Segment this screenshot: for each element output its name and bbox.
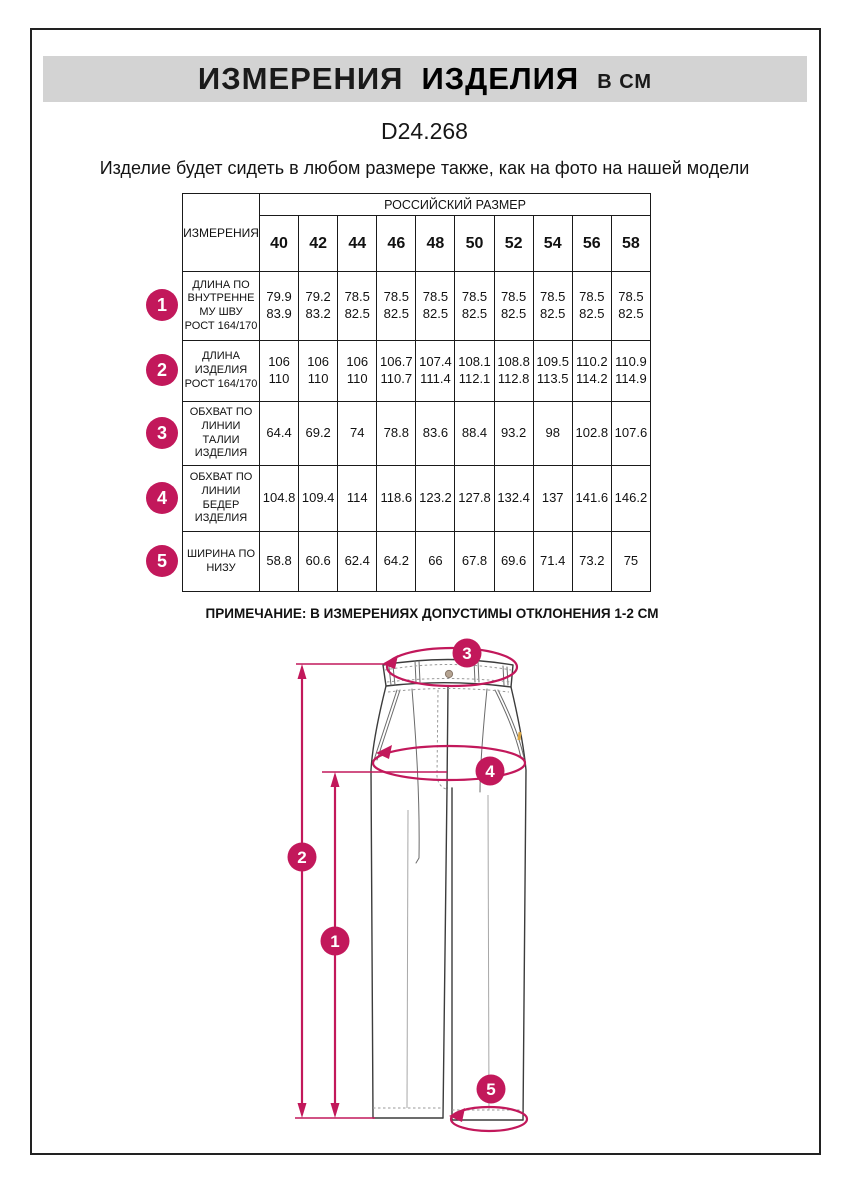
value-line: 110.7: [380, 371, 413, 386]
value-line: 78.8: [383, 425, 409, 441]
value-line: 69.6: [500, 553, 527, 569]
table-row: [183, 402, 651, 466]
drawing-badge-5: 5: [486, 1080, 496, 1099]
row-number-badge: 3: [146, 417, 178, 449]
value-cell: [338, 402, 377, 466]
value-cell: [533, 466, 572, 532]
arrow-2-head-bottom: [298, 1103, 307, 1118]
row-label-line: МУ ШВУ: [199, 306, 243, 318]
value-cell: [416, 341, 455, 402]
value-line: 146.2: [614, 490, 648, 506]
size-table: [182, 193, 651, 592]
value-line: 82.5: [461, 306, 488, 321]
row-number-badge: 4: [146, 482, 178, 514]
value-cell: [416, 466, 455, 532]
row-label-line: НИЗУ: [206, 561, 236, 574]
value-line: 82.5: [540, 306, 566, 321]
value-cell: [377, 466, 416, 532]
value-line: 106: [268, 354, 290, 370]
right-crease: [488, 795, 489, 1110]
waist-button: [445, 670, 452, 677]
value-line: 108.1: [458, 354, 491, 370]
value-line: 106.7: [380, 354, 413, 370]
value-line: 62.4: [344, 553, 370, 569]
value-line: 123.2: [419, 490, 452, 506]
value-cell: [572, 402, 611, 466]
size-group-header: РОССИЙСКИЙ РАЗМЕР: [260, 194, 651, 216]
ellipse-3-arrowhead: [382, 655, 398, 669]
value-line: 112.1: [458, 371, 491, 386]
value-line: 82.5: [383, 306, 409, 321]
row-label-line: ИЗДЕЛИЯ: [194, 364, 248, 377]
value-line: 82.5: [422, 306, 449, 321]
title-bar: [43, 56, 807, 102]
waistband-stitch-top: [385, 665, 511, 671]
value-line: 79.9: [266, 289, 292, 305]
value-cell: [260, 341, 299, 402]
drawing-badges: [288, 639, 506, 1104]
row-label: [183, 532, 260, 592]
page-title-product: ИЗДЕЛИЯ: [421, 61, 580, 96]
value-cell: [299, 272, 338, 341]
value-line: 108.8: [497, 354, 530, 370]
value-cell: [299, 466, 338, 532]
value-line: 64.4: [266, 425, 292, 441]
value-cell: [416, 402, 455, 466]
value-line: 60.6: [305, 553, 331, 569]
value-cell: [533, 402, 572, 466]
value-line: 75: [623, 553, 639, 569]
value-cell: [260, 466, 299, 532]
side-label-tag: [517, 732, 521, 740]
value-line: 67.8: [461, 553, 488, 569]
size-header-cell: 58: [611, 216, 650, 272]
page-title-unit: В СМ: [597, 70, 653, 93]
row-label-line: ЛИНИИ: [201, 419, 241, 432]
value-line: 83.9: [266, 306, 292, 321]
value-line: 113.5: [536, 371, 569, 386]
size-header-cell: 44: [338, 216, 377, 272]
value-line: 78.5: [540, 289, 566, 305]
value-cell: [533, 272, 572, 341]
value-cell: [260, 532, 299, 592]
drawing-badge-3: 3: [462, 644, 472, 663]
size-header-cell: 48: [416, 216, 455, 272]
value-line: 69.2: [305, 425, 331, 441]
value-cell: [494, 466, 533, 532]
row-label-line: ИЗДЕЛИЯ: [194, 447, 248, 460]
value-line: 66: [428, 553, 443, 569]
size-header-cell: 54: [533, 216, 572, 272]
value-line: 73.2: [579, 553, 605, 569]
value-cell: [455, 272, 494, 341]
value-line: 132.4: [497, 490, 530, 506]
value-line: 78.5: [500, 289, 527, 305]
value-line: 107.4: [419, 354, 452, 370]
value-cell: [494, 341, 533, 402]
value-line: 58.8: [266, 553, 292, 569]
value-cell: [260, 402, 299, 466]
value-line: 82.5: [618, 306, 644, 321]
value-line: 83.6: [422, 425, 449, 441]
value-line: 78.5: [422, 289, 449, 305]
size-header-cell: 50: [455, 216, 494, 272]
value-cell: [572, 341, 611, 402]
value-cell: [611, 532, 650, 592]
measure-column-header: ИЗМЕРЕНИЯ: [183, 194, 260, 272]
article-number: D24.268: [381, 118, 468, 144]
value-line: 82.5: [500, 306, 527, 321]
size-header-cell: 52: [494, 216, 533, 272]
value-cell: [455, 341, 494, 402]
value-cell: [455, 532, 494, 592]
pants-details: [374, 661, 524, 863]
value-line: 110: [346, 371, 368, 386]
value-cell: [494, 402, 533, 466]
value-line: 82.5: [579, 306, 605, 321]
size-header-cell: 56: [572, 216, 611, 272]
value-line: 79.2: [305, 289, 331, 305]
row-label-line: ОБХВАТ ПО: [189, 406, 253, 418]
row-label-line: ИЗДЕЛИЯ: [194, 512, 248, 525]
value-line: 71.4: [540, 553, 566, 569]
page-title: ИЗМЕРЕНИЯ: [197, 61, 404, 96]
drawing-badge-1: 1: [330, 932, 340, 951]
size-header-cell: 40: [260, 216, 299, 272]
row-number-badge: 2: [146, 354, 178, 386]
value-line: 78.5: [579, 289, 605, 305]
row-number-badge: 5: [146, 545, 178, 577]
value-cell: [611, 341, 650, 402]
value-cell: [533, 532, 572, 592]
value-cell: [572, 466, 611, 532]
value-cell: [455, 466, 494, 532]
arrow-1-head-bottom: [331, 1103, 340, 1118]
value-line: 88.4: [461, 425, 488, 441]
value-cell: [338, 466, 377, 532]
row-label-line: ОБХВАТ ПО: [189, 471, 253, 483]
value-cell: [299, 341, 338, 402]
value-line: 114.9: [615, 371, 647, 386]
value-line: 93.2: [500, 425, 527, 441]
row-label-line: ШИРИНА ПО: [186, 547, 256, 560]
row-number-badge: 1: [146, 289, 178, 321]
table-row: [183, 272, 651, 341]
value-cell: [338, 341, 377, 402]
value-cell: [377, 402, 416, 466]
value-cell: [455, 402, 494, 466]
value-line: 107.6: [614, 425, 648, 441]
row-label-line: БЕДЕР: [202, 498, 240, 511]
row-label: [183, 341, 260, 402]
row-label-line: ТАЛИИ: [202, 433, 240, 446]
table-row: [183, 466, 651, 532]
value-line: 118.6: [380, 490, 413, 506]
value-cell: [611, 466, 650, 532]
value-line: 78.5: [383, 289, 409, 305]
value-line: 112.8: [497, 371, 530, 386]
left-crease: [407, 810, 408, 1108]
value-cell: [338, 532, 377, 592]
row-label: [183, 272, 260, 341]
value-line: 110.2: [576, 354, 608, 370]
fit-note: Изделие будет сидеть в любом размере также, как на фото на нашей модели: [99, 158, 750, 178]
value-line: 111.4: [420, 371, 451, 386]
table-row: [183, 341, 651, 402]
drawing-badge-2: 2: [297, 848, 307, 867]
value-line: 98: [545, 425, 560, 441]
value-line: 137: [541, 490, 564, 506]
row-label-line: ДЛИНА ПО: [192, 278, 250, 291]
value-line: 114.2: [576, 371, 608, 386]
value-cell: [533, 341, 572, 402]
right-outer-seam: [511, 687, 526, 1120]
value-cell: [416, 532, 455, 592]
value-line: 78.5: [461, 289, 488, 305]
arrow-2-head-top: [298, 664, 307, 679]
value-cell: [377, 272, 416, 341]
value-line: 110: [268, 371, 290, 386]
row-label-line: РОСТ 164/170: [184, 377, 258, 390]
value-cell: [611, 402, 650, 466]
pants-outline: [371, 660, 526, 1121]
value-line: 114: [346, 490, 368, 506]
value-cell: [572, 272, 611, 341]
arrow-1-head-top: [331, 772, 340, 787]
value-cell: [299, 532, 338, 592]
value-cell: [377, 341, 416, 402]
value-cell: [416, 272, 455, 341]
pants-technical-drawing: [270, 630, 590, 1150]
value-line: 141.6: [575, 490, 609, 506]
row-label-line: РОСТ 164/170: [184, 319, 258, 332]
value-cell: [299, 402, 338, 466]
value-line: 109.5: [536, 354, 569, 370]
value-cell: [572, 532, 611, 592]
value-line: 78.5: [618, 289, 644, 305]
row-label-line: ДЛИНА: [202, 350, 240, 363]
value-line: 102.8: [575, 425, 609, 441]
left-pleat: [412, 689, 419, 863]
row-label: [183, 402, 260, 466]
value-line: 110.9: [615, 354, 647, 370]
tolerance-note: ПРИМЕЧАНИЕ: В ИЗМЕРЕНИЯХ ДОПУСТИМЫ ОТКЛОНЕНИЯ 1-2 СМ: [205, 606, 659, 621]
value-line: 104.8: [262, 490, 296, 506]
table-row: [183, 532, 651, 592]
drawing-badge-4: 4: [485, 762, 495, 781]
row-label-line: ВНУТРЕННЕ: [187, 292, 255, 305]
fly-j-stitch: [437, 690, 446, 789]
value-line: 110: [307, 371, 329, 386]
value-line: 78.5: [344, 289, 370, 305]
value-cell: [377, 532, 416, 592]
value-line: 109.4: [301, 490, 335, 506]
size-header-cell: 42: [299, 216, 338, 272]
value-cell: [494, 272, 533, 341]
annotation-arrowheads: [298, 655, 466, 1122]
value-cell: [611, 272, 650, 341]
value-line: 82.5: [344, 306, 370, 321]
value-line: 106: [346, 354, 369, 370]
value-line: 83.2: [305, 306, 331, 321]
value-cell: [494, 532, 533, 592]
value-cell: [338, 272, 377, 341]
row-label-line: ЛИНИИ: [201, 484, 241, 497]
left-inseam: [443, 788, 447, 1118]
value-cell: [260, 272, 299, 341]
center-front-seam: [447, 687, 448, 788]
row-label: [183, 466, 260, 532]
value-line: 74: [350, 425, 365, 441]
value-line: 127.8: [458, 490, 491, 506]
value-line: 64.2: [383, 553, 409, 569]
value-line: 106: [307, 354, 329, 370]
size-header-cell: 46: [377, 216, 416, 272]
measurement-annotations: [295, 648, 527, 1131]
